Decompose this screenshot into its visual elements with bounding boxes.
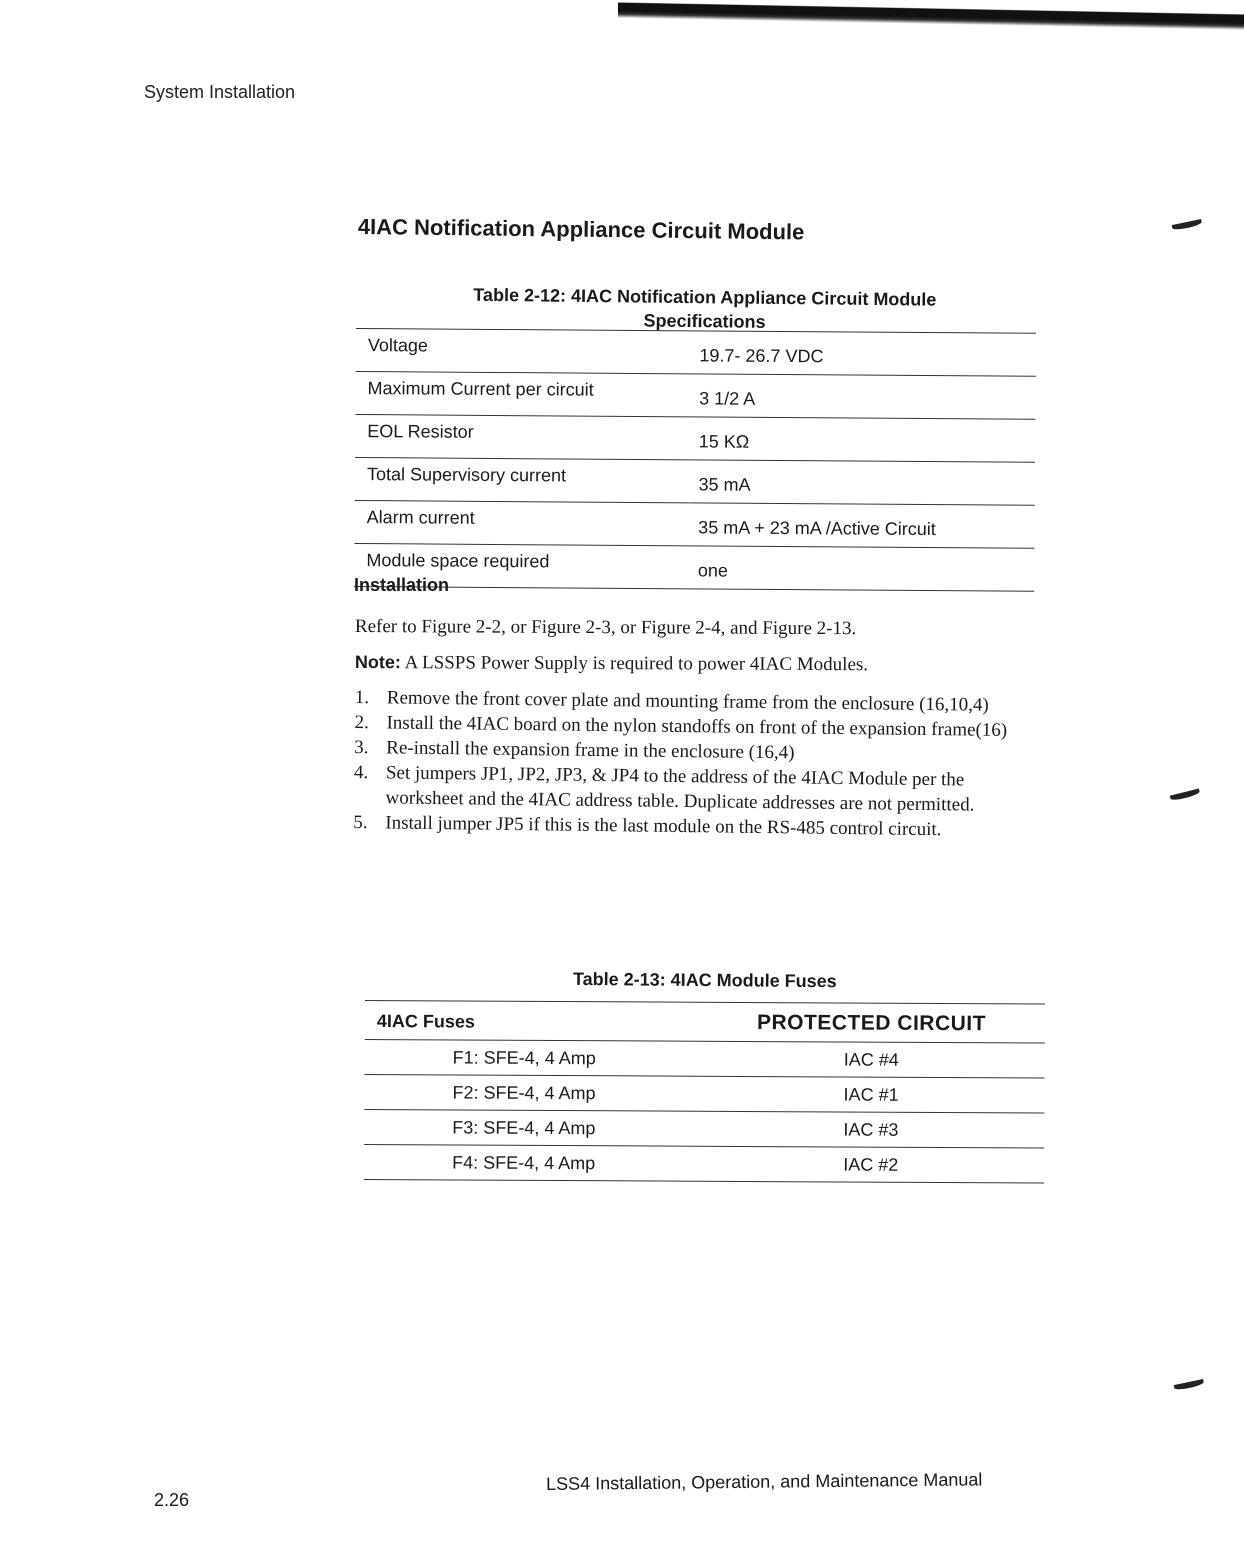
punch-mark xyxy=(1174,1379,1205,1391)
note-text: A LSSPS Power Supply is required to power 4IAC Modules. xyxy=(400,652,869,676)
list-item xyxy=(353,760,1034,818)
note-paragraph xyxy=(355,652,868,676)
circuit-cell: IAC #2 xyxy=(697,1146,1044,1183)
step-number: 5. xyxy=(353,811,368,834)
note-label: Note: xyxy=(354,652,401,673)
table-row xyxy=(354,500,1034,548)
spec-label: Alarm current xyxy=(354,500,688,545)
top-rule xyxy=(618,0,1244,30)
column-header-fuses: 4IAC Fuses xyxy=(365,1001,698,1042)
installation-steps xyxy=(353,685,1035,843)
step-number: 4. xyxy=(353,761,369,784)
table-row xyxy=(354,543,1034,591)
step-text: Re-install the expansion frame in the enclosure (16,4) xyxy=(386,737,795,764)
table-row xyxy=(356,329,1036,377)
table-row xyxy=(364,1144,1044,1183)
spec-value: one xyxy=(688,546,1035,591)
step-text: Install jumper JP5 if this is the last module on the RS-485 control circuit. xyxy=(385,812,942,841)
running-header: System Installation xyxy=(144,82,296,102)
spec-value: 19.7- 26.7 VDC xyxy=(689,331,1036,376)
reference-paragraph: Refer to Figure 2-2, or Figure 2-3, or Figure 2-4, and Figure 2-13. xyxy=(354,616,857,640)
column-header-protected-circuit: PROTECTED CIRCUIT xyxy=(698,1002,1045,1043)
step-text: Install the 4IAC board on the nylon standoffs on front of the expansion frame(16) xyxy=(386,712,1008,741)
fuse-table-caption: Table 2-13: 4IAC Module Fuses xyxy=(572,968,837,992)
step-number: 2. xyxy=(354,711,369,734)
spec-value: 3 1/2 A xyxy=(689,374,1036,419)
spec-label: Module space required xyxy=(354,543,688,588)
fuse-cell: F2: SFE-4, 4 Amp xyxy=(364,1074,697,1111)
circuit-cell: IAC #3 xyxy=(697,1111,1044,1148)
table-row xyxy=(355,414,1035,462)
footer-manual-title: LSS4 Installation, Operation, and Maintenance Manual xyxy=(546,1469,983,1494)
table-header-row xyxy=(365,1001,1045,1044)
circuit-cell: IAC #1 xyxy=(698,1076,1045,1113)
spec-label: Voltage xyxy=(356,329,690,374)
spec-label: Total Supervisory current xyxy=(355,457,689,502)
section-title: 4IAC Notification Appliance Circuit Module xyxy=(357,214,805,245)
spec-label: Maximum Current per circuit xyxy=(355,371,689,416)
step-number: 1. xyxy=(354,686,370,709)
step-number: 3. xyxy=(354,736,369,759)
spec-value: 35 mA xyxy=(688,460,1035,505)
table-row xyxy=(365,1039,1045,1078)
spec-label: EOL Resistor xyxy=(355,414,689,459)
spec-caption-line1: Table 2-12: 4IAC Notification Appliance Circuit Module xyxy=(473,284,937,310)
step-text: Set jumpers JP1, JP2, JP3, & JP4 to the address of the 4IAC Module per the worksheet and the 4IAC address table. Duplicate addresses are not permitted. xyxy=(385,762,975,816)
punch-mark xyxy=(1170,788,1201,801)
fuse-cell: F1: SFE-4, 4 Amp xyxy=(365,1039,698,1076)
installation-heading: Installation xyxy=(354,575,450,595)
page-number: 2.26 xyxy=(154,1490,190,1510)
table-row xyxy=(364,1109,1044,1148)
table-row xyxy=(364,1074,1044,1113)
fuse-cell: F4: SFE-4, 4 Amp xyxy=(364,1144,697,1181)
fuse-table xyxy=(364,1000,1045,1184)
spec-value: 35 mA + 23 mA /Active Circuit xyxy=(688,503,1035,548)
table-row xyxy=(355,457,1035,505)
table-row xyxy=(355,371,1035,419)
spec-table xyxy=(354,328,1036,592)
circuit-cell: IAC #4 xyxy=(698,1041,1045,1078)
spec-value: 15 KΩ xyxy=(689,417,1036,462)
spec-caption-line2: Specifications xyxy=(643,310,766,332)
fuse-cell: F3: SFE-4, 4 Amp xyxy=(364,1109,697,1146)
punch-mark xyxy=(1172,219,1203,231)
step-text: Remove the front cover plate and mounting frame from the enclosure (16,10,4) xyxy=(386,687,989,716)
